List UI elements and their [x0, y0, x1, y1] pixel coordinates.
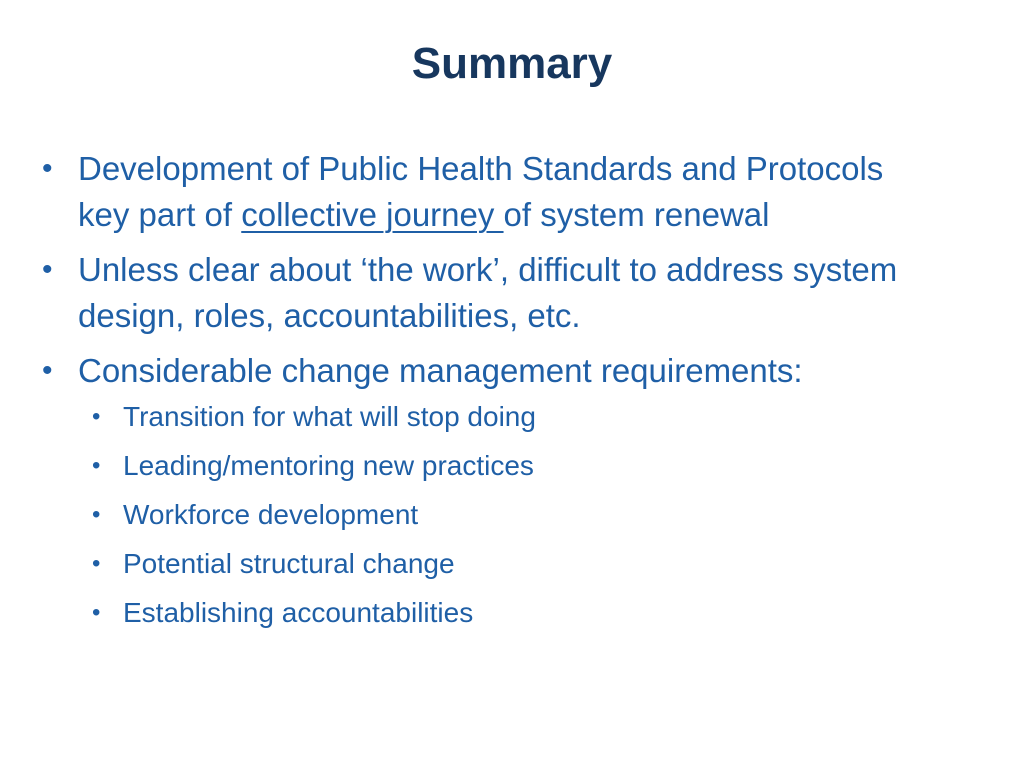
bullet-icon: • [42, 354, 53, 387]
bullet-list [0, 146, 1024, 642]
bullet-text-before: Development of Public Health Standards and Protocols key part of [78, 150, 884, 233]
sub-bullet-text: Leading/mentoring new practices [123, 450, 534, 481]
bullet-text: Considerable change management requirements: [78, 352, 803, 389]
bullet-text: Unless clear about ‘the work’, difficult to address system design, roles, accountabilities, etc. [78, 251, 898, 334]
bullet-item-3 [0, 348, 1024, 394]
sub-bullet-icon: • [92, 501, 101, 528]
bullet-icon: • [42, 253, 53, 286]
sub-bullet-item [0, 397, 1024, 437]
sub-bullet-list [0, 397, 1024, 633]
sub-bullet-text: Establishing accountabilities [123, 597, 474, 628]
sub-bullet-icon: • [92, 599, 101, 626]
sub-bullet-text: Potential structural change [123, 548, 455, 579]
sub-bullet-group [0, 397, 1024, 633]
sub-bullet-icon: • [92, 452, 101, 479]
sub-bullet-icon: • [92, 550, 101, 577]
bullet-icon: • [42, 152, 53, 185]
slide-title: Summary [411, 39, 613, 88]
collective-journey-link[interactable]: collective journey [241, 196, 504, 233]
sub-bullet-item [0, 544, 1024, 584]
sub-bullet-item [0, 593, 1024, 633]
sub-bullet-item [0, 495, 1024, 535]
bullet-text-after: of system renewal [503, 196, 770, 233]
sub-bullet-text: Transition for what will stop doing [123, 401, 536, 432]
sub-bullet-item [0, 446, 1024, 486]
bullet-item-2 [0, 247, 1024, 339]
bullet-item-1 [0, 146, 1024, 238]
sub-bullet-icon: • [92, 403, 101, 430]
sub-bullet-text: Workforce development [123, 499, 419, 530]
